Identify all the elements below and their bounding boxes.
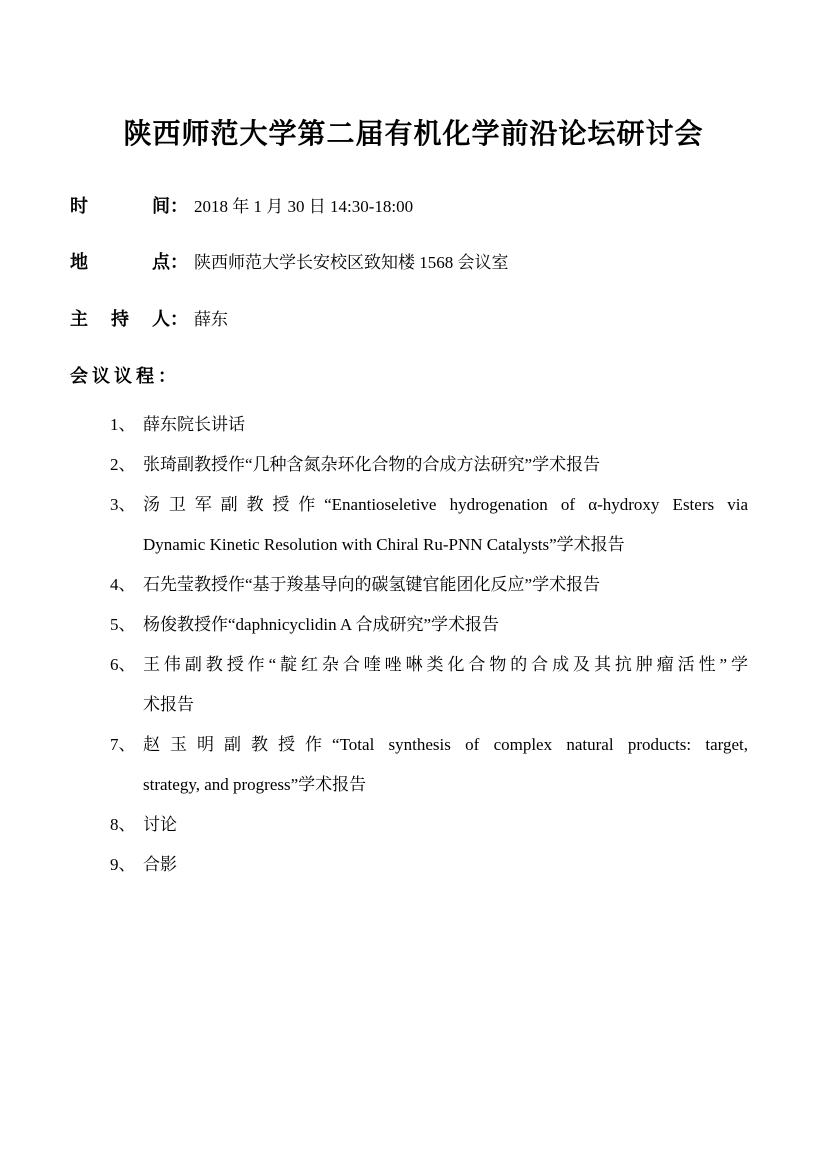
item-line: 张琦副教授作“几种含氮杂环化合物的合成方法研究”学术报告 <box>143 455 601 474</box>
item-line: 石先莹教授作“基于羧基导向的碳氢键官能团化反应”学术报告 <box>143 575 601 594</box>
item-line: 薛东院长讲话 <box>143 415 245 434</box>
item-number: 8、 <box>110 815 136 834</box>
field-value-host: 薛东 <box>194 310 228 329</box>
item-number: 1、 <box>110 415 136 434</box>
item-number: 9、 <box>110 855 136 874</box>
item-line: 王伟副教授作“靛红杂合喹唑啉类化合物的合成及其抗肿瘤活性”学 <box>143 655 748 674</box>
agenda-item-6 <box>110 645 748 725</box>
field-label-host: 主持人 <box>70 309 170 329</box>
agenda-item-5 <box>110 605 748 645</box>
field-colon: ： <box>170 252 188 272</box>
item-line: 合影 <box>143 855 177 874</box>
document-title: 陕西师范大学第二届有机化学前沿论坛研讨会 <box>123 118 704 149</box>
item-line: 汤卫军副教授作“Enantioseletive hydrogenation of α-hydroxy Esters via <box>143 495 748 514</box>
item-line: strategy, and progress”学术报告 <box>143 775 367 794</box>
agenda-item-4 <box>110 565 748 605</box>
field-colon: ： <box>170 309 188 329</box>
agenda-item-1 <box>110 405 748 445</box>
item-line: 讨论 <box>143 815 177 834</box>
agenda-item-2 <box>110 445 748 485</box>
item-number: 5、 <box>110 615 136 634</box>
field-label-time: 时间 <box>70 196 170 216</box>
item-number: 2、 <box>110 455 136 474</box>
item-line: Dynamic Kinetic Resolution with Chiral Ru-PNN Catalysts”学术报告 <box>143 535 625 554</box>
item-number: 6、 <box>110 655 136 674</box>
agenda-item-9 <box>110 845 748 885</box>
field-row-host <box>70 305 228 331</box>
agenda-list <box>110 405 748 885</box>
field-value-location: 陕西师范大学长安校区致知楼 1568 会议室 <box>194 253 509 272</box>
field-colon: ： <box>170 196 188 216</box>
agenda-item-3 <box>110 485 748 565</box>
item-line: 术报告 <box>143 695 194 714</box>
item-number: 7、 <box>110 735 136 754</box>
agenda-item-8 <box>110 805 748 845</box>
item-number: 4、 <box>110 575 136 594</box>
field-row-time <box>70 192 413 218</box>
field-label-location: 地点 <box>70 252 170 272</box>
agenda-item-7 <box>110 725 748 805</box>
agenda-heading: 会议议程： <box>70 366 180 386</box>
item-line: 赵玉明副教授作“Total synthesis of complex natural products: target, <box>143 735 748 754</box>
field-value-time: 2018 年 1 月 30 日 14:30-18:00 <box>194 197 414 216</box>
item-number: 3、 <box>110 495 136 514</box>
item-line: 杨俊教授作“daphnicyclidin A 合成研究”学术报告 <box>143 615 500 634</box>
field-row-location <box>70 248 509 274</box>
